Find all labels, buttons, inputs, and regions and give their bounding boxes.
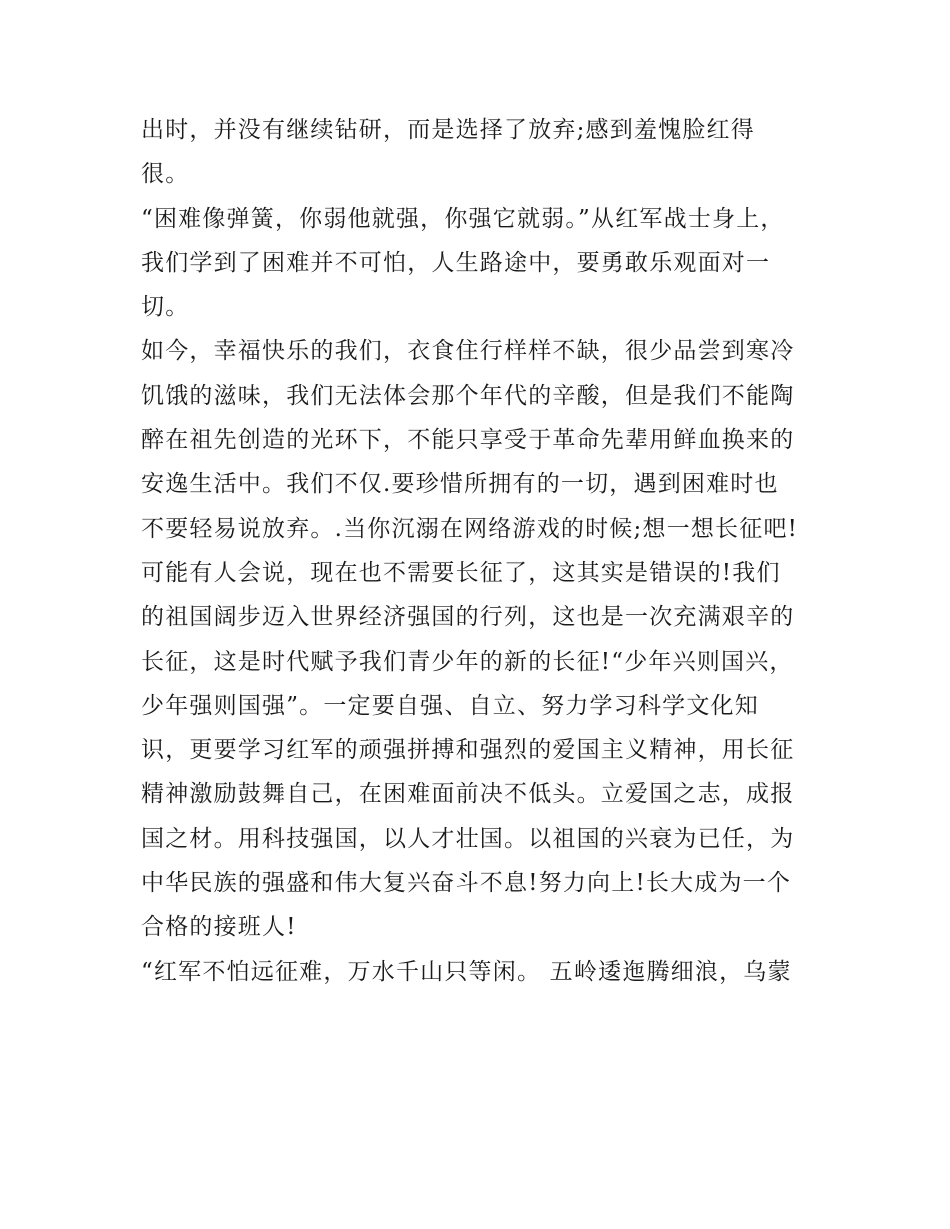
text-line: 的祖国阔步迈入世界经济强国的行列，这也是一次充满艰辛的 [141, 604, 795, 631]
text-line: 精神激励鼓舞自己，在困难面前决不低头。立爱国之志，成报 [141, 781, 795, 808]
text-line: 可能有人会说，现在也不需要长征了，这其实是错误的!我们 [141, 559, 781, 586]
text-line: 出时，并没有继续钻研，而是选择了放弃;感到羞愧脸红得 [141, 117, 755, 143]
text-line: 我们学到了困难并不可怕，人生路途中，要勇敢乐观面对一 [141, 249, 771, 276]
text-line: 切。 [141, 294, 190, 321]
text-line: 如今，幸福快乐的我们，衣食住行样样不缺，很少品尝到寒冷 [141, 338, 795, 365]
text-line: 安逸生活中。我们不仅.要珍惜所拥有的一切，遇到困难时也 [141, 471, 779, 498]
text-line: 合格的接班人! [141, 914, 297, 941]
text-line: “红军不怕远征难，万水千山只等闲。 五岭逶迤腾细浪，乌蒙 [141, 958, 792, 985]
text-line: 少年强则国强”。一定要自强、自立、努力学习科学文化知 [141, 692, 759, 719]
text-line: “困难像弹簧，你弱他就强，你强它就弱。”从红军战士身上， [141, 205, 785, 232]
text-line: 国之材。用科技强国，以人才壮国。以祖国的兴衰为已任，为 [141, 825, 795, 852]
text-line: 醉在祖先创造的光环下，不能只享受于革命先辈用鲜血换来的 [141, 427, 795, 454]
text-line: 长征，这是时代赋予我们青少年的新的长征!“少年兴则国兴， [141, 648, 794, 675]
text-line: 饥饿的滋味，我们无法体会那个年代的辛酸，但是我们不能陶 [141, 382, 795, 409]
text-line: 不要轻易说放弃。.当你沉溺在网络游戏的时候;想一想长征吧! [141, 515, 799, 542]
text-line: 中华民族的强盛和伟大复兴奋斗不息!努力向上!长大成为一个 [141, 870, 792, 897]
text-line: 识，更要学习红军的顽强拼搏和强烈的爱国主义精神，用长征 [141, 737, 795, 764]
body-text [141, 108, 821, 994]
text-line: 很。 [141, 161, 190, 188]
